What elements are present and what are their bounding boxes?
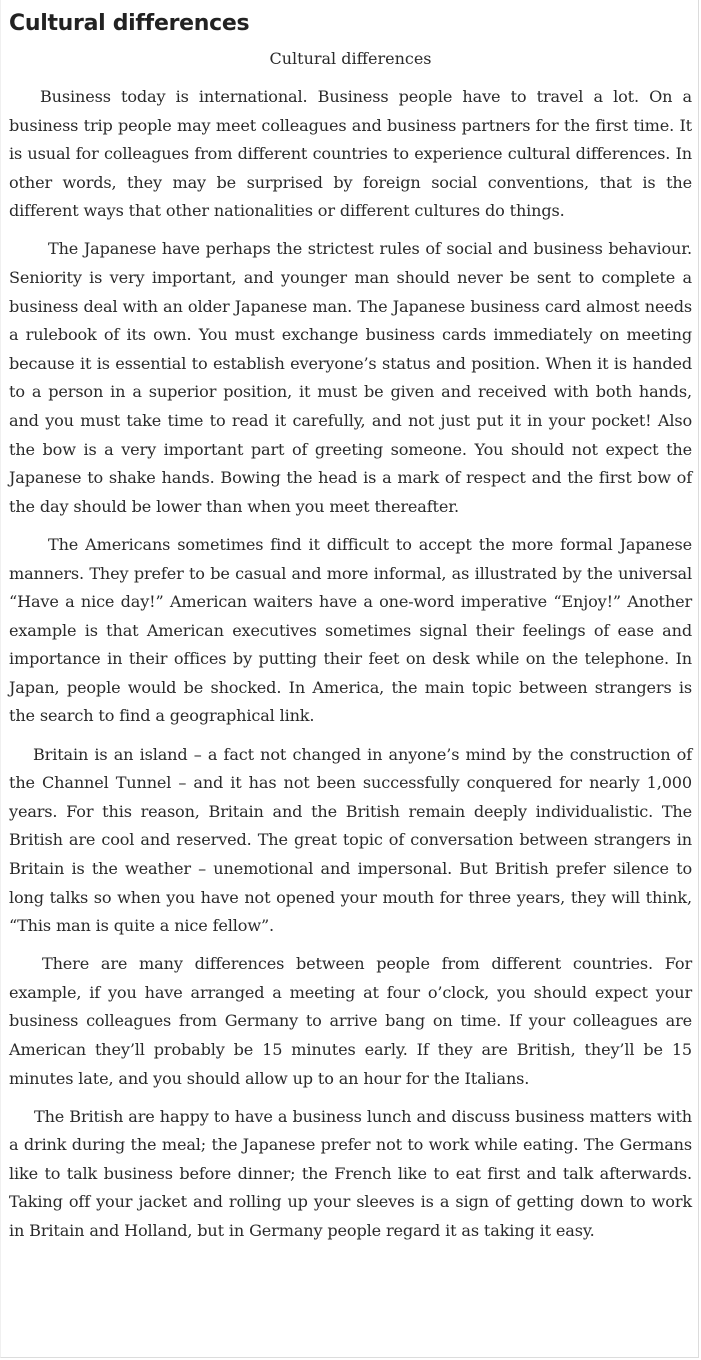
page-heading: Cultural differences — [9, 11, 250, 36]
paragraph-business-meals: The British are happy to have a business lunch and discuss business matters with a drink during the meal; the Japanese prefer not to work while eating. The Germans like to talk business before dinner; the French like to eat first and talk afterwards. Taking off your jacket and rolling up your sleeves is a sign of getting down to work in Britain and Holland, but in Germany people regard it as taking it easy. — [9, 1106, 692, 1241]
paragraph-americans: The Americans sometimes find it difficult to accept the more formal Japanese manners. They prefer to be casual and more informal, as illustrated by the universal “Have a nice day!” American waiters have a one-word imperative “Enjoy!” Another example is that American executives sometimes signal their feelings of ease and importance in their offices by putting their feet on desk while on the telephone. In Japan, people would be shocked. In America, the main topic between strangers is the search to find a geographical link. — [9, 534, 692, 726]
paragraph-britain: Britain is an island – a fact not changed in anyone’s mind by the construction of the Channel Tunnel – and it has not been successfully conquered for nearly 1,000 years. For this reason, Britain and the British remain deeply individualistic. The British are cool and reserved. The great topic of conversation between strangers in Britain is the weather – unemotional and impersonal. But British prefer silence to long talks so when you have not opened your mouth for three years, they will think, “This man is quite a nice fellow”. — [9, 744, 692, 936]
paragraph-intro: Business today is international. Business people have to travel a lot. On a business trip people may meet colleagues and business partners for the first time. It is usual for colleagues from different countries to experience cultural differences. In other words, they may be surprised by foreign social conventions, that is the different ways that other nationalities or different cultures do things. — [9, 87, 692, 221]
document-content — [9, 8, 692, 1246]
paragraph-japanese: The Japanese have perhaps the strictest rules of social and business behaviour. Seniority is very important, and younger man should never be sent to complete a business deal with an older Japanese man. The Japanese business card almost needs a rulebook of its own. You must exchange business cards immediately on meeting because it is essential to establish everyone’s status and position. When it is handed to a person in a superior position, it must be given and received with both hands, and you must take time to read it carefully, and not just put it in your pocket! Also the bow is a very important part of greeting someone. You should not expect the Japanese to shake hands. Bowing the head is a mark of respect and the first bow of the day should be lower than when you meet thereafter. — [9, 239, 692, 516]
document-title: Cultural differences — [269, 49, 432, 68]
paragraph-punctuality: There are many differences between people from different countries. For example, if you have arranged a meeting at four o’clock, you should expect your business colleagues from Germany to arrive bang on time. If your colleagues are American they’ll probably be 15 minutes early. If they are British, they’ll be 15 minutes late, and you should allow up to an hour for the Italians. — [9, 954, 692, 1088]
